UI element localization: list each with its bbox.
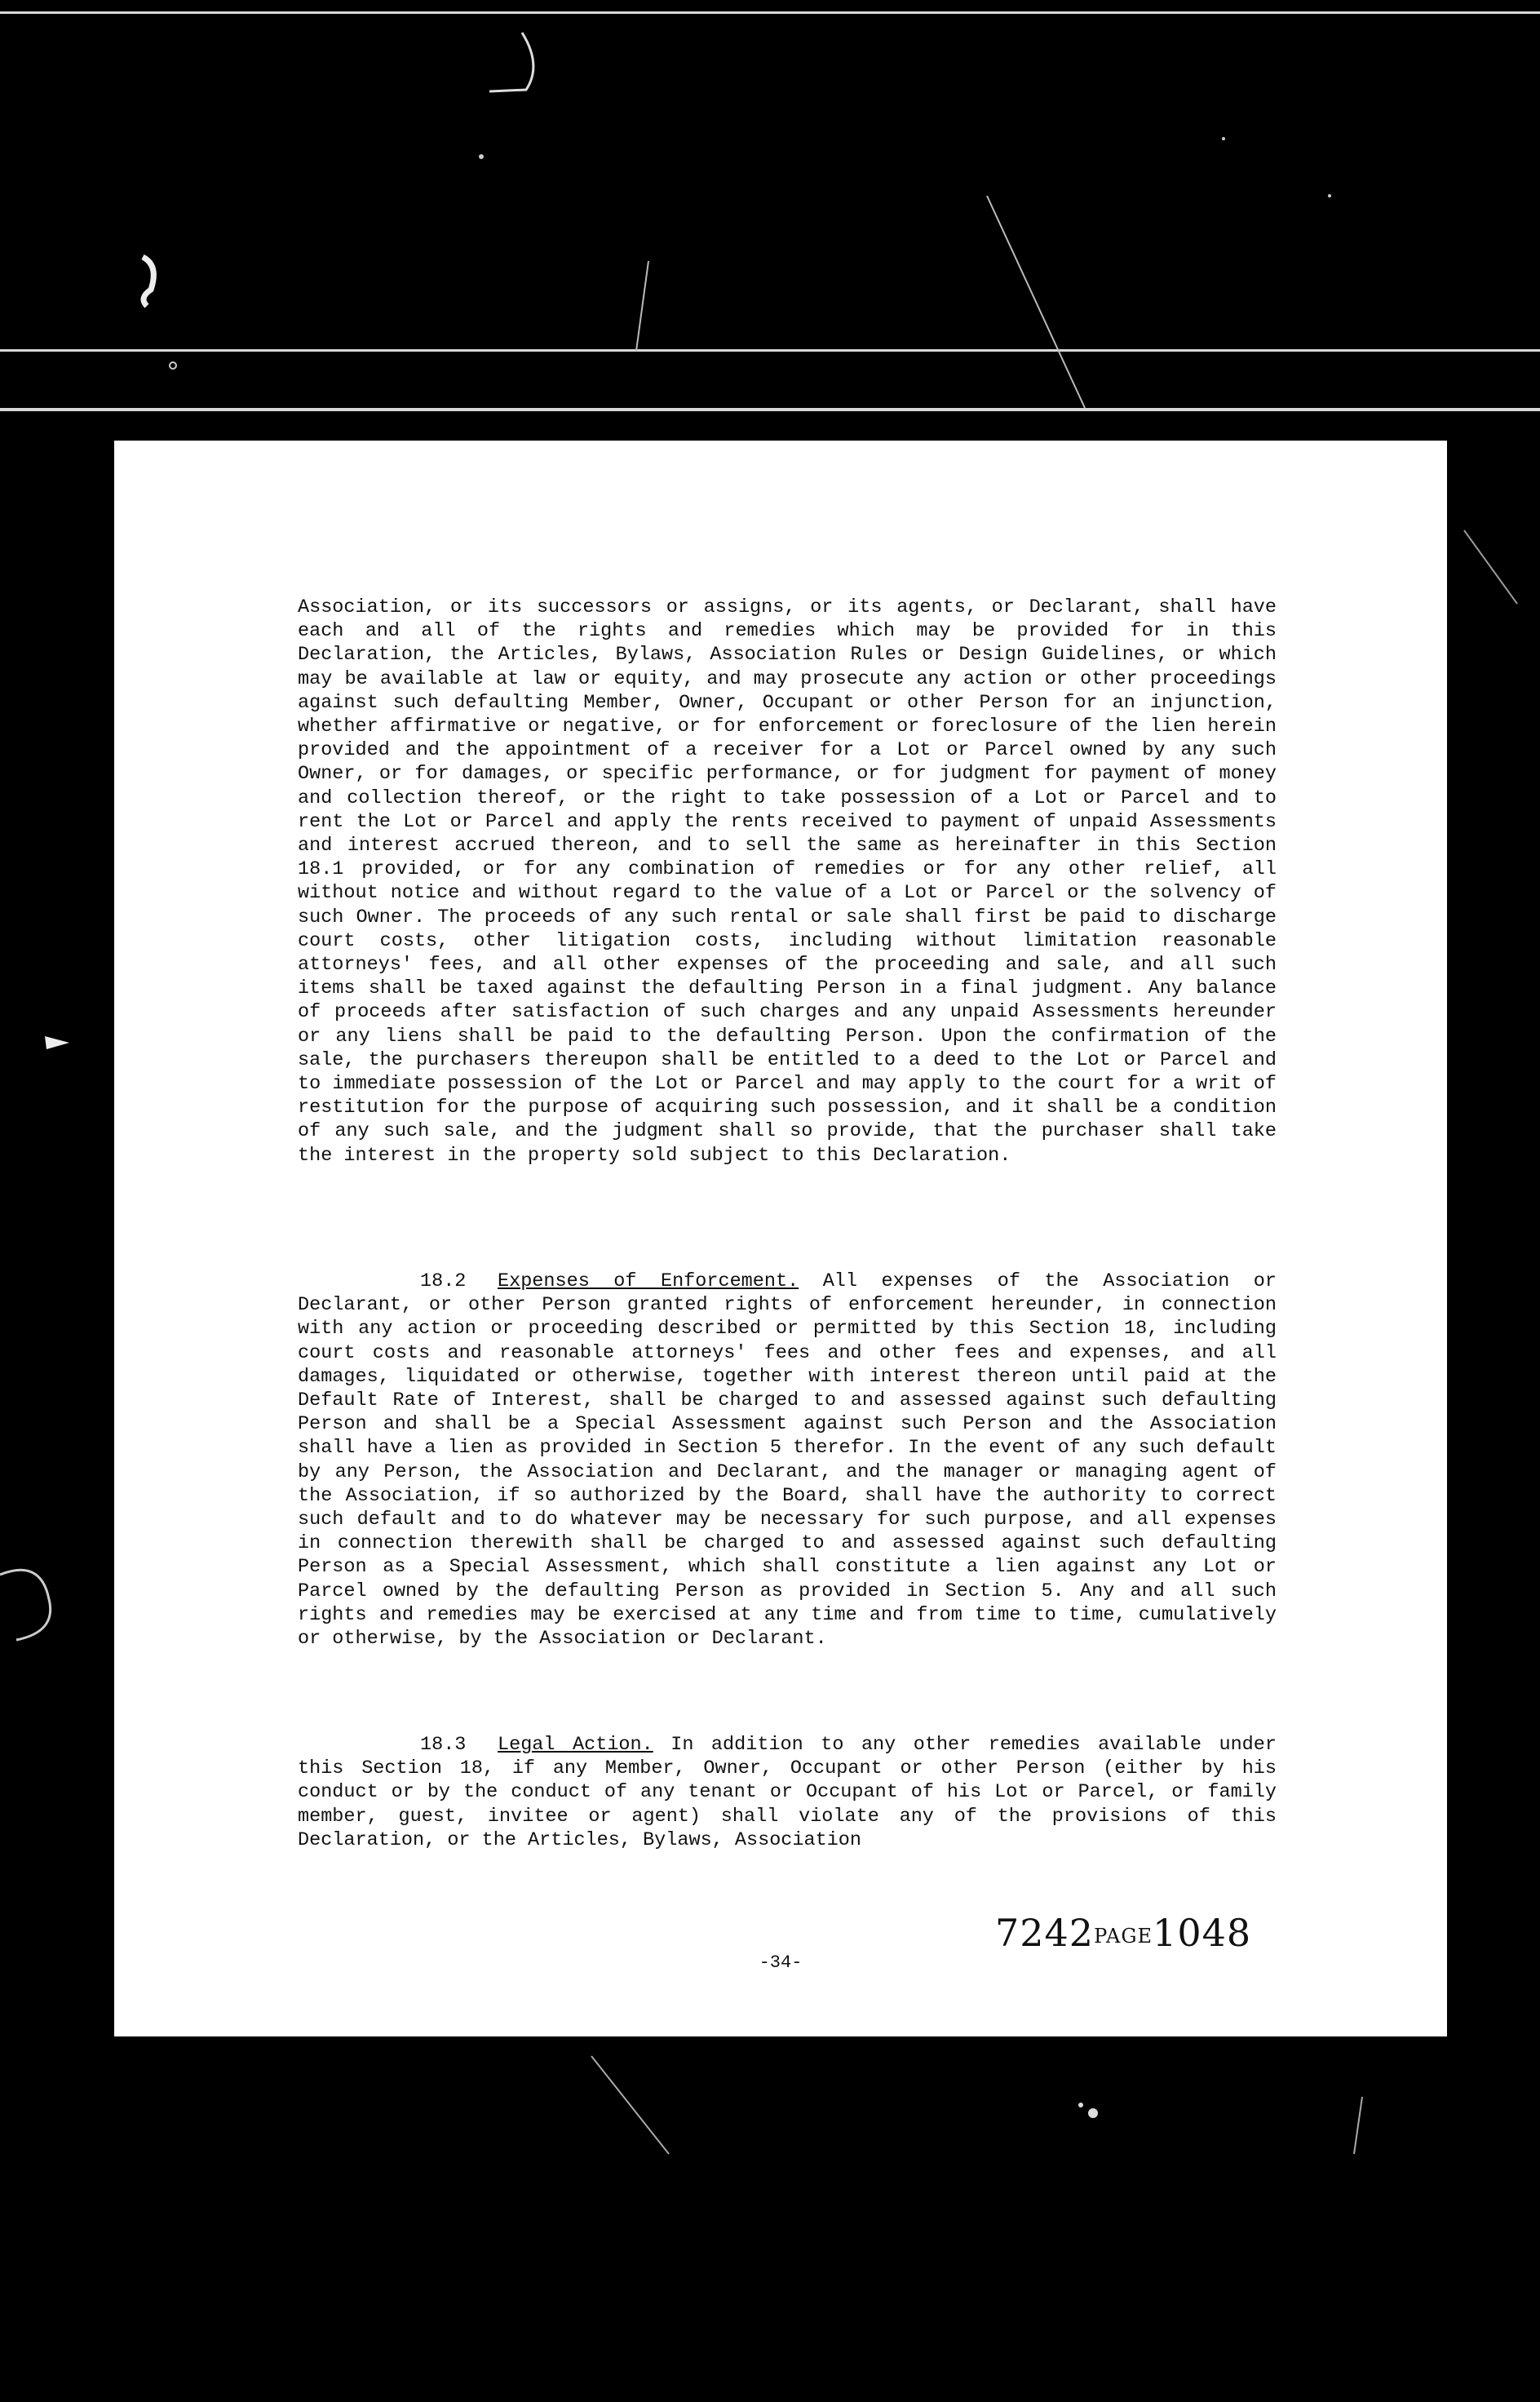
section-heading: Expenses of Enforcement. xyxy=(498,1270,799,1292)
scan-line-upper xyxy=(0,349,1540,352)
section-18-2 xyxy=(298,1270,1277,1651)
section-body: All expenses of the Association or Declarant, or other Person granted rights of enforcement hereunder, in connection with any action or proceeding described or permitted by this Section 18, including court costs and reasonable attorneys' fees and other fees and expenses, and all damages, liquidated or otherwise, together with interest thereon until paid at the Default Rate of Interest, shall be charged to and assessed against such defaulting Person and shall be a Special Assessment against such Person and the Association shall have a lien as provided in Section 5 therefor. In the event of any such default by any Person, the Association and Declarant, and the manager or managing agent of the Association, if so authorized by the Board, shall have the authority to correct such default and to do whatever may be necessary for such purpose, and all expenses in connection therewith shall be charged to and assessed against such defaulting Person as a Special Assessment, which shall constitute a lien against any Lot or Parcel owned by the defaulting Person as provided in Section 5. Any and all such rights and remedies may be exercised at any time and from time to time, cumulatively or otherwise, by the Association or Declarant. xyxy=(298,1270,1277,1651)
section-18-3-paragraph xyxy=(298,1733,1277,1852)
section-number: 18.3 xyxy=(420,1734,467,1756)
document-page xyxy=(114,441,1447,2036)
section-body: In addition to any other remedies available under this Section 18, if any Member, Owner, Occupant or other Person (either by his conduct or by the conduct of any tenant or Occupant of his Lot or Parcel, or family member, guest, invitee or agent) shall violate any of the provisions of this Declaration, or the Articles, Bylaws, Association xyxy=(298,1734,1277,1851)
record-page-label: PAGE xyxy=(1094,1925,1153,1948)
paragraph-18-1-continuation xyxy=(298,596,1277,1168)
scan-line-top xyxy=(0,11,1540,14)
page-number: -34- xyxy=(759,1952,803,1973)
section-number: 18.2 xyxy=(420,1270,467,1292)
record-page: 1048 xyxy=(1153,1911,1252,1955)
scan-line-lower xyxy=(0,408,1540,411)
record-stamp xyxy=(995,1911,1251,1955)
paragraph-text: Association, or its successors or assigns, or its agents, or Declarant, shall have each and all of the rights and remedies which may be provided for in this Declaration, the Articles, Bylaws, Association Rules or Design Guidelines, or which may be available at law or equity, and may prosecute any action or other proceedings against such defaulting Member, Owner, Occupant or other Person for an injunction, whether affirmative or negative, or for enforcement or foreclosure of the lien herein provided and the appointment of a receiver for a Lot or Parcel owned by any such Owner, or for damages, or specific performance, or for judgment for payment of money and collection thereof, or the right to take possession of a Lot or Parcel and to rent the Lot or Parcel and apply the rents received to payment of unpaid Assessments and interest accrued thereon, and to sell the same as hereinafter in this Section 18.1 provided, or for any combination of remedies or for any other relief, all without notice and without regard to the value of a Lot or Parcel or the solvency of such Owner. The proceeds of any such rental or sale shall first be paid to discharge court costs, other litigation costs, including without limitation reasonable attorneys' fees, and all other expenses of the proceeding and sale, and all such items shall be taxed against the defaulting Person in a final judgment. Any balance of proceeds after satisfaction of such charges and any unpaid Assessments hereunder or any liens shall be paid to the defaulting Person. Upon the confirmation of the sale, the purchasers thereupon shall be entitled to a deed to the Lot or Parcel and to immediate possession of the Lot or Parcel and may apply to the court for a writ of restitution for the purpose of acquiring such possession, and it shall be a condition of any such sale, and the judgment shall so provide, that the purchaser shall take the interest in the property sold subject to this Declaration. xyxy=(298,596,1277,1167)
record-book: 7242 xyxy=(995,1911,1095,1955)
section-18-3 xyxy=(298,1733,1277,1852)
section-18-2-paragraph xyxy=(298,1270,1277,1651)
section-heading: Legal Action. xyxy=(498,1734,653,1756)
